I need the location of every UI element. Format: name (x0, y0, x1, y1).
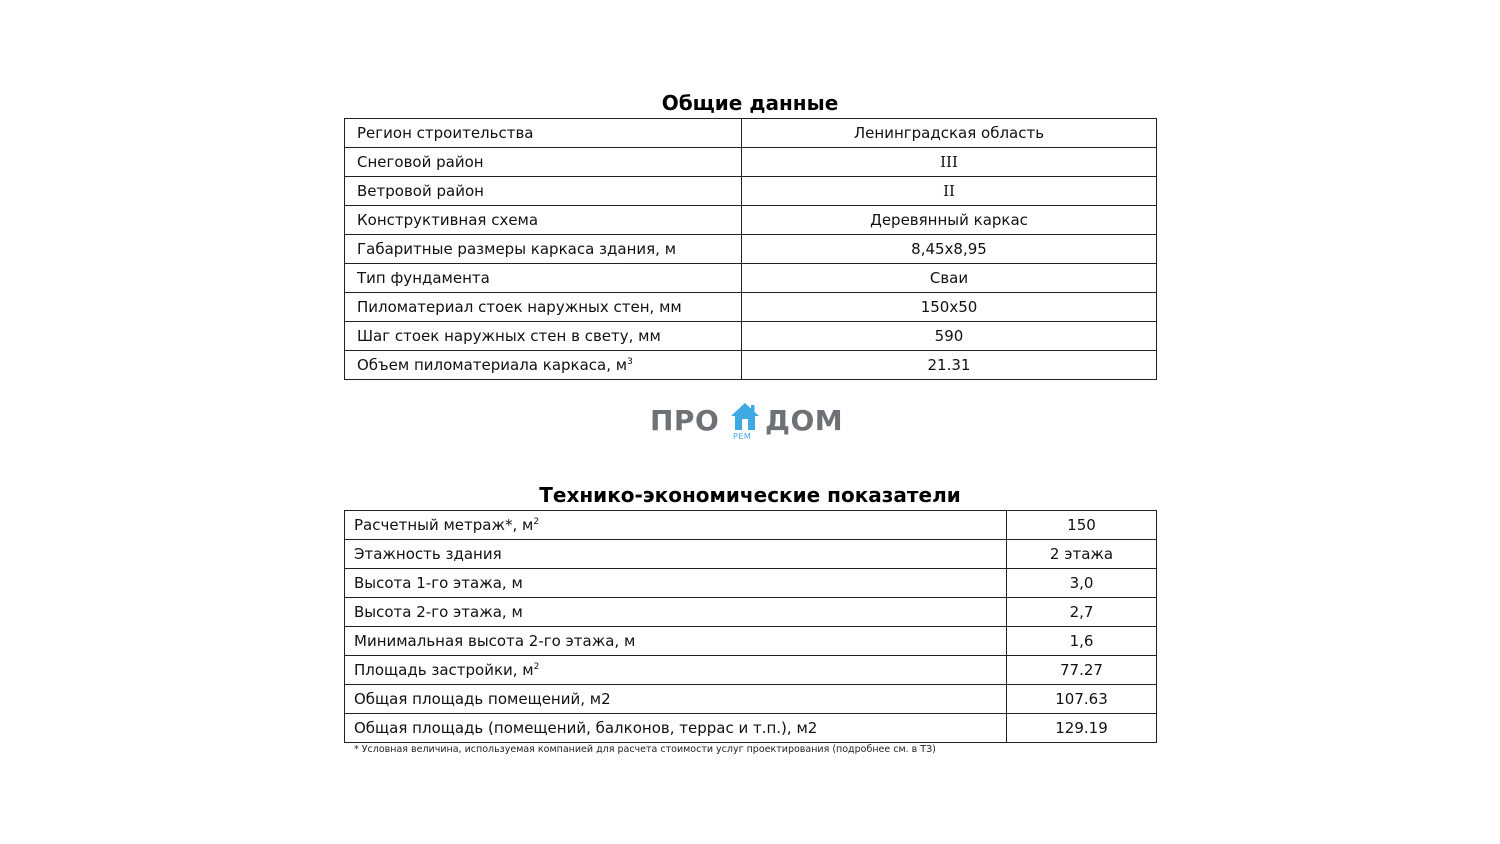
tech-indicators-title: Технико-экономические показатели (539, 483, 961, 507)
table-row (345, 235, 1157, 264)
table-row (345, 714, 1157, 743)
row-label (345, 351, 742, 380)
footnote: * Условная величина, используемая компанией для расчета стоимости услуг проектирования (подробнее см. в ТЗ) (354, 744, 936, 755)
row-label: Конструктивная схема (345, 206, 742, 235)
row-value: 590 (742, 322, 1157, 351)
table-row (345, 351, 1157, 380)
row-label: Высота 2-го этажа, м (345, 598, 1007, 627)
row-value: 150 (1007, 511, 1157, 540)
table-row (345, 148, 1157, 177)
table-row (345, 685, 1157, 714)
unit-superscript: 3 (627, 357, 633, 367)
table-row (345, 177, 1157, 206)
row-value: 8,45х8,95 (742, 235, 1157, 264)
row-label: Высота 1-го этажа, м (345, 569, 1007, 598)
row-label-text: Площадь застройки, м (354, 661, 534, 679)
row-label (345, 511, 1007, 540)
row-value: Сваи (742, 264, 1157, 293)
row-label: Минимальная высота 2-го этажа, м (345, 627, 1007, 656)
prodom-logo (650, 398, 850, 446)
row-label: Снеговой район (345, 148, 742, 177)
table-row (345, 322, 1157, 351)
row-label: Ветровой район (345, 177, 742, 206)
row-value: 1,6 (1007, 627, 1157, 656)
house-icon (729, 402, 761, 432)
table-row (345, 627, 1157, 656)
row-value: 21.31 (742, 351, 1157, 380)
table-row (345, 293, 1157, 322)
unit-superscript: 2 (533, 662, 540, 672)
row-value: 150х50 (742, 293, 1157, 322)
general-data-table (344, 118, 1157, 380)
table-row (345, 206, 1157, 235)
table-row (345, 656, 1157, 685)
logo-text-right: ДОМ (765, 404, 844, 437)
table-row (345, 119, 1157, 148)
row-label-text: Объем пиломатериала каркаса, м (357, 356, 628, 374)
row-value: 2 этажа (1007, 540, 1157, 569)
table-row (345, 264, 1157, 293)
row-label: Габаритные размеры каркаса здания, м (345, 235, 742, 264)
row-label-text: Расчетный метраж*, м (354, 516, 534, 534)
row-value: Деревянный каркас (742, 206, 1157, 235)
row-value: 129.19 (1007, 714, 1157, 743)
row-value: 107.63 (1007, 685, 1157, 714)
table-row (345, 511, 1157, 540)
row-value: 2,7 (1007, 598, 1157, 627)
table-row (345, 540, 1157, 569)
logo-subtext: РЕМ (733, 432, 752, 441)
table-row (345, 569, 1157, 598)
logo-text-left: ПРО (650, 404, 720, 437)
row-label: Общая площадь помещений, м2 (345, 685, 1007, 714)
row-label: Этажность здания (345, 540, 1007, 569)
row-value: III (742, 148, 1157, 177)
tech-indicators-table (344, 510, 1157, 743)
row-value: II (742, 177, 1157, 206)
row-label: Регион строительства (345, 119, 742, 148)
row-label: Тип фундамента (345, 264, 742, 293)
unit-superscript: 2 (533, 517, 540, 527)
table-row (345, 598, 1157, 627)
row-label: Общая площадь (помещений, балконов, террас и т.п.), м2 (345, 714, 1007, 743)
row-value: 3,0 (1007, 569, 1157, 598)
row-value: 77.27 (1007, 656, 1157, 685)
row-label (345, 656, 1007, 685)
row-value: Ленинградская область (742, 119, 1157, 148)
general-data-title: Общие данные (661, 91, 839, 115)
row-label: Шаг стоек наружных стен в свету, мм (345, 322, 742, 351)
row-label: Пиломатериал стоек наружных стен, мм (345, 293, 742, 322)
